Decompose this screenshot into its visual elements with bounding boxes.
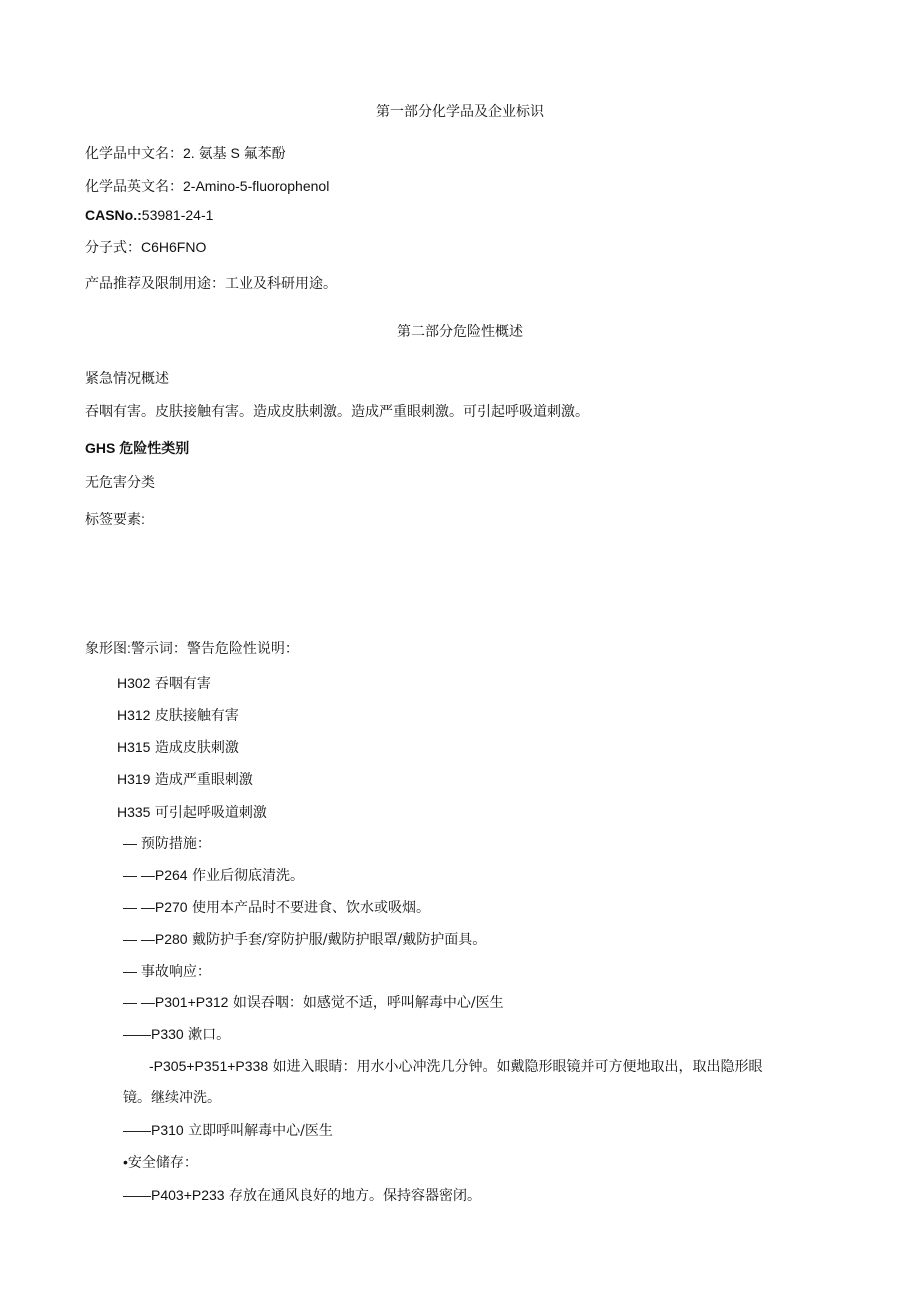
prevention-item [123, 897, 430, 918]
response-item [123, 992, 504, 1013]
statement-code: H319 [117, 771, 151, 787]
p403-prefix: ——P403+P233 [123, 1187, 225, 1203]
statement-text: 吞咽有害 [154, 676, 211, 692]
label-heading: 标签要素: [85, 511, 145, 527]
statement-h319 [117, 769, 253, 790]
item-code: P330 [151, 1026, 184, 1042]
part1-title: 第一部分化学品及企业标识 [376, 103, 544, 119]
emergency-heading: 紧急情况概述 [85, 370, 169, 386]
statement-code: H302 [117, 675, 151, 691]
item-text: 使用本产品时不要进食、饮水或吸烟。 [192, 900, 431, 916]
statement-code: H335 [117, 804, 151, 820]
use-line [85, 273, 337, 294]
prevention-heading: — 预防措施： [123, 835, 211, 851]
ghs-heading [85, 438, 189, 458]
en-name-value: 2-Amino-5-fluorophenol [183, 178, 330, 194]
p310-line [123, 1120, 333, 1141]
item-code: P264 [154, 867, 188, 883]
formula-value: C6H6FNO [141, 239, 207, 255]
response-item [123, 1024, 230, 1045]
item-prefix: — — [123, 994, 155, 1010]
en-name-label: 化学品英文名： [85, 179, 183, 195]
statement-text: 皮肤接触有害 [154, 708, 239, 724]
ghs-value: 无危害分类 [85, 475, 155, 491]
p403-text: 存放在通风良好的地方。保持容器密闭。 [229, 1188, 482, 1204]
p305-text-line1: 如进入眼睛：用水小心冲洗几分钟。如戴隐形眼镜并可方便地取出，取出隐形眼 [272, 1059, 763, 1075]
formula-label: 分子式： [85, 240, 141, 256]
item-text: 漱口。 [188, 1027, 231, 1043]
cas-line [85, 205, 213, 225]
p310-text: 立即呼叫解毒中心/医生 [188, 1123, 333, 1139]
item-code: P280 [154, 931, 188, 947]
item-text: 戴防护手套/穿防护服/戴防护眼罩/戴防护面具。 [192, 932, 487, 948]
prevention-item [123, 929, 486, 950]
item-prefix: — — [123, 867, 155, 883]
statement-text: 可引起呼吸道刺激 [154, 805, 267, 821]
storage-heading: •安全储存： [123, 1154, 198, 1170]
cn-name-value: 2. 氨基 S 氟苯酚 [183, 145, 286, 161]
statement-h302 [117, 673, 211, 694]
use-label: 产品推荐及限制用途： [85, 275, 225, 291]
use-value: 工业及科研用途。 [225, 276, 337, 292]
statement-h315 [117, 737, 239, 758]
p305-line2: 镜。继续冲洗。 [123, 1090, 221, 1106]
statement-code: H312 [117, 707, 151, 723]
part2-title: 第二部分危险性概述 [397, 323, 523, 339]
emergency-text: 吞咽有害。皮肤接触有害。造成皮肤刺激。造成严重眼刺激。可引起呼吸道刺激。 [85, 404, 589, 420]
item-code: P301+P312 [154, 994, 229, 1010]
item-text: 作业后彻底清洗。 [192, 868, 305, 884]
statement-code: H315 [117, 739, 151, 755]
statement-h335 [117, 802, 267, 823]
pictogram-line: 象形图:警示词：警告危险性说明： [85, 640, 299, 656]
p310-prefix: ——P310 [123, 1122, 184, 1138]
item-prefix: —— [123, 1026, 151, 1042]
statement-h312 [117, 705, 239, 726]
p305-prefix: -P305+P351+P338 [149, 1058, 269, 1074]
item-prefix: — — [123, 931, 155, 947]
formula-line [85, 237, 206, 258]
item-prefix: — — [123, 899, 155, 915]
statement-text: 造成严重眼刺激 [154, 772, 253, 788]
prevention-item [123, 865, 304, 886]
ghs-heading-text: GHS 危险性类别 [85, 440, 190, 456]
p403-line [123, 1185, 481, 1206]
cas-label: CASNo.: [85, 207, 142, 223]
cas-value: 53981-24-1 [141, 207, 214, 223]
item-code: P270 [154, 899, 188, 915]
p305-line1 [149, 1056, 763, 1077]
en-name-line [85, 176, 329, 197]
item-text: 如误吞咽：如感觉不适，呼叫解毒中心/医生 [232, 995, 504, 1011]
cn-name-line [85, 143, 286, 164]
statement-text: 造成皮肤刺激 [154, 740, 239, 756]
response-heading: — 事故响应： [123, 963, 211, 979]
cn-name-label: 化学品中文名： [85, 146, 183, 162]
